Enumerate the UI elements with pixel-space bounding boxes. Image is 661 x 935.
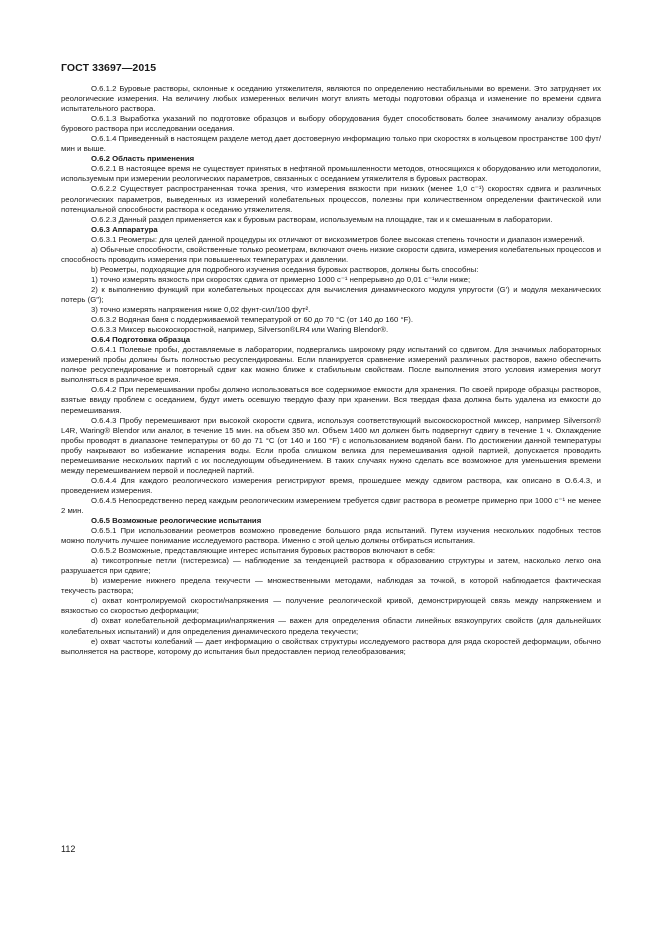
body-paragraph: O.6.4.5 Непосредственно перед каждым реологическим измерением требуется сдвиг раствора в реометре примерно при 1000 с⁻¹ не менее 2 мин. xyxy=(61,495,601,515)
body-paragraph: O.6.3.1 Реометры: для целей данной процедуры их отличают от вискозиметров более высокая степень точности и диапазон измерений. xyxy=(91,234,585,244)
body-paragraph: 3) точно измерять напряжения ниже 0,02 фунт-сил/100 фут². xyxy=(91,305,311,315)
body-paragraph: 1) точно измерять вязкость при скоростях сдвига от примерно 1000 с⁻¹ непрерывно до 0,01 с⁻¹или ниже; xyxy=(91,274,471,284)
section-heading: O.6.2 Область применения xyxy=(91,154,195,164)
body-paragraph: O.6.4.1 Полевые пробы, доставляемые в лаборатории, подвергались широкому ряду испытаний со сдвигом. Для значимых лабораторных измерений пробы должны быть полностью ресуспендированы. Если планируется сравнение измерений различных растворов, важно обеспечить полное ресуспендирование и повторный сдвиг как можно ближе к стабильным свойствам. После выполнения этого условия измерения могут выполняться в различное время. xyxy=(61,345,601,385)
document-header: ГОСТ 33697—2015 xyxy=(61,62,157,74)
body-paragraph: O.6.2.2 Существует распространенная точка зрения, что измерения вязкости при низких (менее 1,0 с⁻¹) скоростях сдвига и различных реологических параметров, выведенных из измерений колебательных процессов, полезны при количественном определении фактической или потенциальной способности раствора к оседанию утяжелителя. xyxy=(61,184,601,214)
body-paragraph: O.6.1.2 Буровые растворы, склонные к оседанию утяжелителя, являются по определению нестабильными во времени. Это затрудняет их реологические измерения. На величину любых измеренных величин могут влиять методы подготовки образца и изменение по времени сдвига испытательного раствора. xyxy=(61,84,601,114)
section-heading: O.6.3 Аппаратура xyxy=(91,224,158,234)
body-paragraph: c) охват контролируемой скорости/напряжения — получение реологической кривой, демонстрирующей связь между напряжением и вязкостью со скоростью деформации; xyxy=(61,596,601,616)
body-paragraph: O.6.3.3 Миксер высокоскоростной, например, Silverson®LR4 или Waring Blendor®. xyxy=(91,325,389,335)
section-heading: O.6.5 Возможные реологические испытания xyxy=(91,516,262,526)
body-paragraph: a) Обычные способности, свойственные только реометрам, включают очень низкие скорости сдвига, измерения колебательных процессов и способность проводить измерения при повышенных температурах и давлении. xyxy=(61,244,601,264)
body-paragraph: O.6.4.4 Для каждого реологического измерения регистрируют время, прошедшее между сдвигом раствора, как описано в O.6.4.3, и проведением измерения. xyxy=(61,475,601,495)
body-paragraph: O.6.5.1 При использовании реометров возможно проведение большого ряда испытаний. Путем изучения нескольких подобных тестов можно получить лучшее понимание исследуемого раствора. Именно с этой целью должны отбираться испытания. xyxy=(61,526,601,546)
body-paragraph: O.6.4.3 Пробу перемешивают при высокой скорости сдвига, используя соответствующий высокоскоростной миксер, например Silverson® L4R, Waring® Blendor или аналог, в течение 15 мин. на объем 350 мл. Объем 1400 мл должен быть подвергнут сдвигу в течение 1 ч. Охлаждение пробы проводят в диапазоне температуры от 60 до 71 °C (от 140 и 160 °F) с использованием водяной бани. По достижении данной температуры пробу накрывают во избежание испарения воды. Если проба слишком велика для перемешивания одной партией, допускается проводить перемешивание нескольких партий с их последующим объединением. В таких случаях нужно сделать все возможное для уменьшения времени между перемешиванием первой и последней партий. xyxy=(61,415,601,475)
body-paragraph: O.6.4.2 При перемешивании пробы должно использоваться все содержимое емкости для хранения. По своей природе образцы растворов, взятые ввиду проблем с оседанием, будут иметь осевшую твердую фазу при хранении. Вся твердая фаза должна быть удалена из емкости до перемешивания. xyxy=(61,385,601,415)
body-paragraph: O.6.1.4 Приведенный в настоящем разделе метод дает достоверную информацию только при скоростях в кольцевом пространстве 100 фут/мин и выше. xyxy=(61,134,601,154)
section-heading: O.6.4 Подготовка образца xyxy=(91,335,191,345)
body-paragraph: b) измерение нижнего предела текучести — множественными методами, наблюдая за точкой, в которой наблюдается фактическая текучесть раствора; xyxy=(61,576,601,596)
body-paragraph: O.6.2.1 В настоящее время не существует принятых в нефтяной промышленности методов, относящихся к оборудованию или методологии, используемым при измерении реологических параметров, связанных с оседанием утяжелителя в буровых растворах. xyxy=(61,164,601,184)
body-paragraph: O.6.1.3 Выработка указаний по подготовке образцов и выбору оборудования будет способствовать более значимому анализу образцов бурового раствора при исследовании оседания. xyxy=(61,114,601,134)
body-paragraph: O.6.3.2 Водяная баня с поддерживаемой температурой от 60 до 70 °C (от 140 до 160 °F). xyxy=(91,315,414,325)
document-body xyxy=(61,84,601,657)
body-paragraph: d) охват колебательной деформации/напряжения — важен для определения области линейных вязкоупругих свойств (для дальнейших колебательных испытаний) и для определения динамического предела текучести; xyxy=(61,616,601,636)
body-paragraph: b) Реометры, подходящие для подробного изучения оседания буровых растворов, должны быть способны: xyxy=(91,264,479,274)
body-paragraph: 2) к выполнению функций при колебательных процессах для вычисления динамического модуля упругости (G′) и модуля механических потерь (G″); xyxy=(61,284,601,304)
page-number: 112 xyxy=(61,844,76,854)
body-paragraph: e) охват частоты колебаний — дает информацию о свойствах структуры исследуемого раствора для ряда скоростей деформации, обычно выполняется на растворе, которому до испытания был предоставлен период гелеобразования; xyxy=(61,636,601,656)
body-paragraph: a) тиксотропные петли (гистерезиса) — наблюдение за тенденцией раствора к образованию структуры и затем, насколько легко она разрушается при сдвиге; xyxy=(61,556,601,576)
body-paragraph: O.6.2.3 Данный раздел применяется как к буровым растворам, используемым на площадке, так и к смешанным в лаборатории. xyxy=(91,214,553,224)
body-paragraph: O.6.5.2 Возможные, представляющие интерес испытания буровых растворов включают в себя: xyxy=(91,546,436,556)
